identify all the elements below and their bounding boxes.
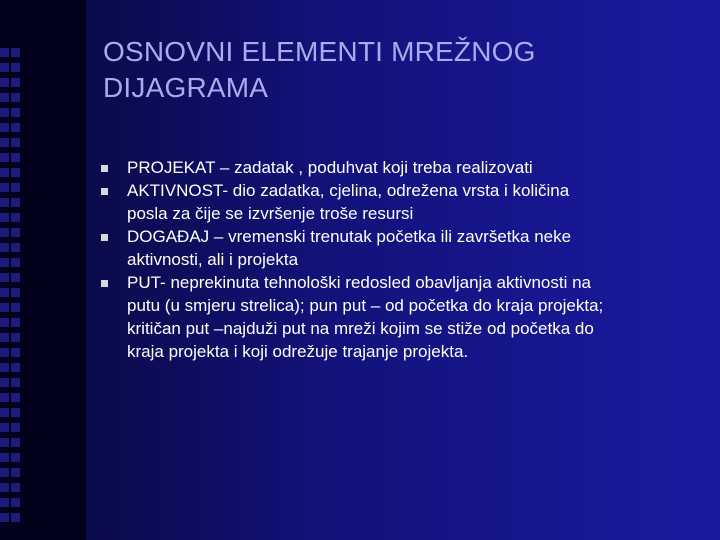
decorative-square bbox=[11, 63, 20, 72]
bullet-text bbox=[127, 271, 700, 363]
decorative-square bbox=[11, 93, 20, 102]
decorative-square bbox=[0, 168, 9, 177]
decorative-square bbox=[11, 453, 20, 462]
decorative-square bbox=[0, 273, 9, 282]
decorative-square bbox=[11, 288, 20, 297]
decorative-square bbox=[0, 198, 9, 207]
decorative-square bbox=[0, 48, 9, 57]
decorative-square bbox=[11, 468, 20, 477]
decorative-square bbox=[11, 318, 20, 327]
decorative-square bbox=[11, 123, 20, 132]
bullet-text-line: posla za čije se izvršenje troše resursi bbox=[127, 204, 414, 223]
bullet-text-line: putu (u smjeru strelica); pun put – od početka do kraja projekta; bbox=[127, 296, 604, 315]
decorative-square bbox=[11, 138, 20, 147]
decorative-square bbox=[0, 423, 9, 432]
bullet-text bbox=[127, 179, 700, 225]
bullet-text-line: kraja projekta i koji odrežuje trajanje projekta. bbox=[127, 342, 469, 361]
decorative-square bbox=[0, 108, 9, 117]
slide-title-line: DIJAGRAMA bbox=[103, 72, 269, 103]
decorative-square bbox=[0, 123, 9, 132]
bullet-item-put bbox=[100, 271, 700, 363]
decorative-square bbox=[0, 348, 9, 357]
bullet-text-line: PROJEKAT – zadatak , poduhvat koji treba realizovati bbox=[127, 158, 533, 177]
decorative-square bbox=[0, 243, 9, 252]
decorative-square bbox=[0, 468, 9, 477]
square-bullet-icon bbox=[101, 188, 108, 195]
decorative-square bbox=[11, 183, 20, 192]
decorative-square bbox=[11, 213, 20, 222]
decorative-square bbox=[11, 303, 20, 312]
decorative-square bbox=[0, 513, 9, 522]
decorative-square bbox=[0, 438, 9, 447]
left-decorative-band bbox=[0, 0, 86, 540]
decorative-square bbox=[0, 498, 9, 507]
decorative-square bbox=[11, 363, 20, 372]
bullet-text-line: kritičan put –najduži put na mreži kojim se stiže od početka do bbox=[127, 319, 594, 338]
decorative-square bbox=[11, 348, 20, 357]
bullet-text-line: aktivnosti, ali i projekta bbox=[127, 250, 299, 269]
square-bullet-icon bbox=[101, 165, 108, 172]
decorative-square bbox=[11, 228, 20, 237]
decorative-square bbox=[11, 513, 20, 522]
bullet-text bbox=[127, 156, 700, 179]
bullet-item-aktivnost bbox=[100, 179, 700, 225]
decorative-square bbox=[0, 318, 9, 327]
bullet-item-dogadaj bbox=[100, 225, 700, 271]
decorative-square bbox=[11, 483, 20, 492]
decorative-square bbox=[0, 303, 9, 312]
decorative-square bbox=[11, 408, 20, 417]
decorative-square bbox=[0, 153, 9, 162]
square-bullet-icon bbox=[101, 280, 108, 287]
decorative-square bbox=[0, 333, 9, 342]
decorative-square bbox=[0, 258, 9, 267]
decorative-square bbox=[0, 483, 9, 492]
decorative-square bbox=[0, 213, 9, 222]
decorative-square bbox=[11, 258, 20, 267]
decorative-square bbox=[0, 378, 9, 387]
decorative-square bbox=[0, 93, 9, 102]
decorative-square bbox=[11, 153, 20, 162]
decorative-square bbox=[0, 63, 9, 72]
decorative-square-column bbox=[0, 48, 22, 528]
decorative-square bbox=[0, 138, 9, 147]
bullet-text-line: AKTIVNOST- dio zadatka, cjelina, odrežena vrsta i količina bbox=[127, 181, 570, 200]
decorative-square bbox=[11, 393, 20, 402]
decorative-square bbox=[11, 108, 20, 117]
bullet-text bbox=[127, 225, 700, 271]
decorative-square bbox=[0, 183, 9, 192]
decorative-square bbox=[0, 453, 9, 462]
decorative-square bbox=[11, 168, 20, 177]
decorative-square bbox=[11, 333, 20, 342]
decorative-square bbox=[0, 78, 9, 87]
decorative-square bbox=[0, 228, 9, 237]
decorative-square bbox=[0, 363, 9, 372]
decorative-square bbox=[11, 243, 20, 252]
bullet-list bbox=[100, 156, 700, 363]
bullet-text-line: DOGAĐAJ – vremenski trenutak početka ili završetka neke bbox=[127, 227, 572, 246]
bullet-text-line: PUT- neprekinuta tehnološki redosled obavljanja aktivnosti na bbox=[127, 273, 591, 292]
slide-title-line: OSNOVNI ELEMENTI MREŽNOG bbox=[103, 36, 536, 67]
decorative-square bbox=[0, 393, 9, 402]
decorative-square bbox=[11, 498, 20, 507]
slide-title bbox=[103, 34, 683, 106]
decorative-square bbox=[11, 423, 20, 432]
decorative-square bbox=[11, 198, 20, 207]
bullet-item-projekat bbox=[100, 156, 700, 179]
decorative-square bbox=[0, 408, 9, 417]
decorative-square bbox=[11, 438, 20, 447]
square-bullet-icon bbox=[101, 234, 108, 241]
decorative-square bbox=[11, 78, 20, 87]
decorative-square bbox=[11, 378, 20, 387]
decorative-square bbox=[0, 288, 9, 297]
decorative-square bbox=[11, 48, 20, 57]
decorative-square bbox=[11, 273, 20, 282]
